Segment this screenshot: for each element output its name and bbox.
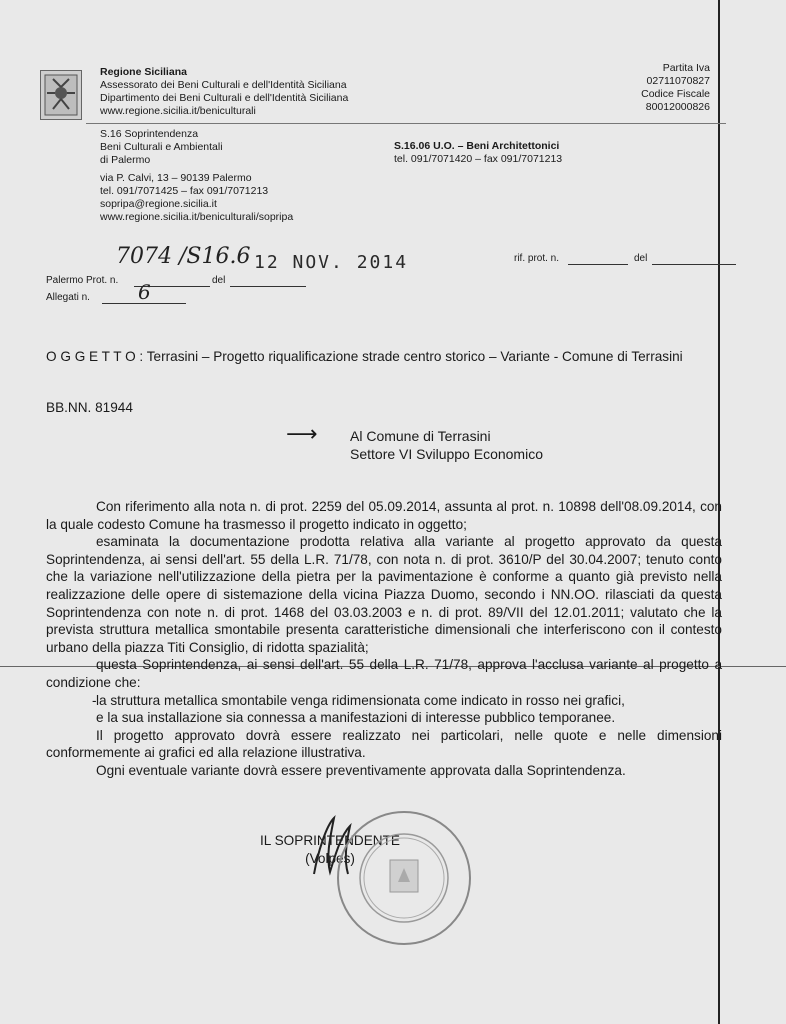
tax-line2: 02711070827: [646, 75, 710, 87]
recipient-arrow-icon: ⟶: [286, 422, 318, 447]
header-separator: [86, 123, 726, 124]
rif-del-line: [652, 252, 736, 265]
tax-line3: Codice Fiscale: [641, 88, 710, 100]
tax-info: [610, 62, 710, 114]
condition-item-1: [46, 692, 722, 710]
allegati-value: 6: [138, 280, 151, 304]
rif-prot-line: [568, 252, 628, 265]
condition-1-text: la struttura metallica smontabile venga ridimensionata come indicato in rosso nei grafici,: [96, 692, 625, 708]
org-name: Regione Siciliana: [100, 66, 187, 78]
handwritten-protocol-number: 7074 /S16.6: [116, 244, 251, 269]
palermo-del-line: [230, 274, 306, 287]
office-contacts: [100, 172, 400, 224]
org-line2: Dipartimento dei Beni Culturali e dell'Identità Siciliana: [100, 92, 349, 104]
allegati-label: Allegati n.: [46, 292, 90, 303]
recipient-line1: Al Comune di Terrasini: [350, 428, 491, 444]
reference-code: BB.NN. 81944: [46, 400, 133, 415]
office-phone: tel. 091/7071425 – fax 091/7071213: [100, 185, 269, 197]
tax-line4: 80012000826: [645, 101, 710, 113]
org-header: [100, 66, 400, 118]
unit-block: [394, 140, 704, 166]
subject-label: O G G E T T O :: [46, 349, 144, 364]
office-address: via P. Calvi, 13 – 90139 Palermo: [100, 172, 252, 184]
office-line1: S.16 Soprintendenza: [100, 128, 199, 140]
office-line3: di Palermo: [100, 154, 151, 166]
recipient-block: [350, 428, 543, 463]
unit-phone: tel. 091/7071420 – fax 091/7071213: [394, 153, 563, 165]
subject-text: Terrasini – Progetto riqualificazione strade centro storico – Variante - Comune di Terrasini: [146, 349, 683, 364]
rif-del-label: del: [634, 253, 648, 264]
palermo-prot-label: Palermo Prot. n.: [46, 275, 119, 286]
region-coat-of-arms-icon: [40, 70, 82, 120]
body-paragraph-3: questa Soprintendenza, ai sensi dell'art. 55 della L.R. 71/78, approva l'acclusa variante al progetto a condizione che:: [46, 657, 722, 690]
body-paragraph-4: Il progetto approvato dovrà essere realizzato nei particolari, nelle quote e nelle dimensioni conformemente ai grafici ed alla relazione illustrativa.: [46, 727, 722, 761]
bullet-mark: -: [92, 692, 97, 708]
rif-prot-label: rif. prot. n.: [514, 253, 560, 264]
tax-line1: Partita Iva: [662, 62, 710, 74]
stamped-date: 12 NOV. 2014: [254, 252, 409, 273]
office-email: sopripa@regione.sicilia.it: [100, 198, 217, 210]
office-url: www.regione.sicilia.it/beniculturali/sopripa: [100, 211, 294, 223]
org-url: www.regione.sicilia.it/beniculturali: [100, 105, 256, 117]
office-block: [100, 128, 400, 167]
body-paragraph-1: Con riferimento alla nota n. di prot. 2259 del 05.09.2014, assunta al prot. n. 10898 dell'08.09.2014, con la quale codesto Comune ha trasmesso il progetto indicato in oggetto;: [46, 499, 722, 532]
recipient-line2: Settore VI Sviluppo Economico: [350, 445, 543, 462]
office-line2: Beni Culturali e Ambientali: [100, 141, 223, 153]
body-paragraph-5: Ogni eventuale variante dovrà essere preventivamente approvata dalla Soprintendenza.: [96, 762, 626, 778]
official-seal-stamp: [334, 808, 474, 948]
palermo-del-label: del: [212, 275, 226, 286]
body-paragraph-2: esaminata la documentazione prodotta relativa alla variante al progetto approvato da questa Soprintendenza, ai sensi dell'art. 55 della L.R. 71/78, con nota n. di prot. 3610/P del 30.04.2007; tenuto conto che la variazione nell'utilizzazione della pietra per la pavimentazione è conforme a quanto già previsto nella realizzazione delle opere di sistemazione della vicina Piazza Duomo, secondo i NN.OO. rilasciati da questa Soprintendenza con note n. di prot. 1468 del 03.03.2003 e n. di prot. 89/VII del 12.01.2011; valutato che la prevista struttura metallica smontabile presenta caratteristiche dimensionali che interferiscono con il contesto urbano della piazza Titi Consiglio, di ridotta spazialità;: [46, 534, 722, 655]
condition-2-text: e la sua installazione sia connessa a manifestazioni di interesse pubblico temporanee.: [96, 710, 616, 726]
signature-title: IL SOPRINTENDENTE: [260, 833, 400, 848]
body-text: [46, 498, 722, 780]
subject-line: [46, 348, 718, 366]
org-line1: Assessorato dei Beni Culturali e dell'Identità Siciliana: [100, 79, 347, 91]
unit-name: S.16.06 U.O. – Beni Architettonici: [394, 140, 560, 152]
signature-name: (Volpes): [305, 850, 355, 866]
